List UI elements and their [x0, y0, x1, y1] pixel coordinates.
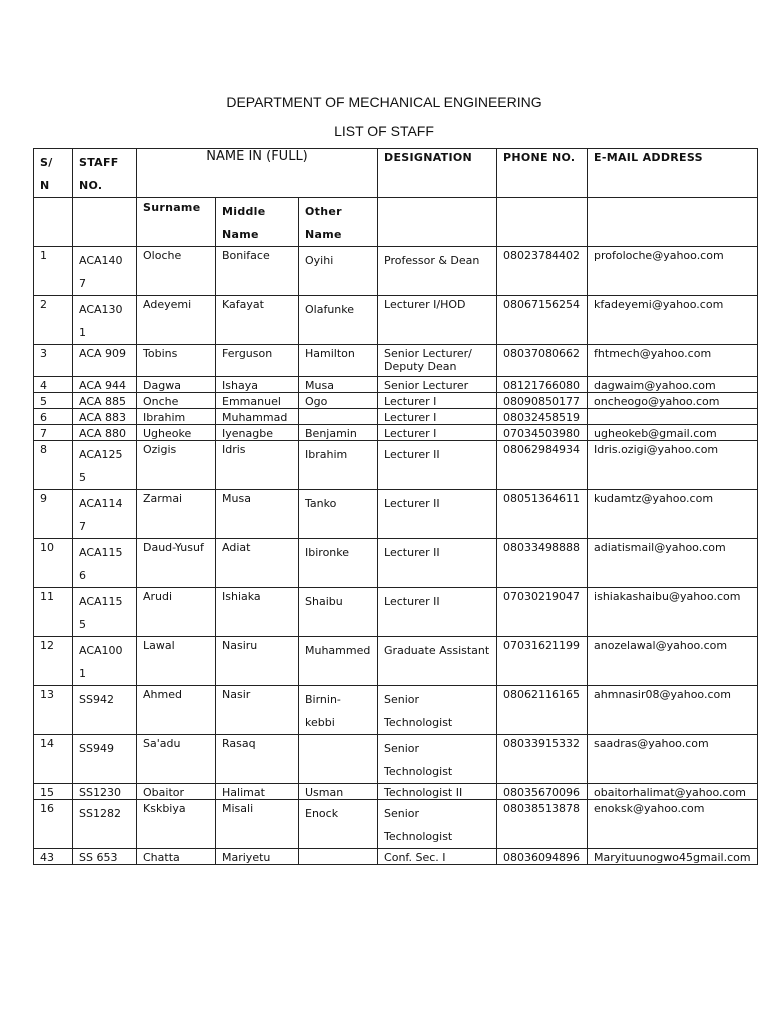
- header-sn: S/ N: [34, 149, 73, 198]
- cell-middle-name: Halimat: [216, 784, 299, 800]
- cell-sn: 4: [34, 377, 73, 393]
- cell-surname: Ahmed: [137, 686, 216, 735]
- cell-other-name: [299, 849, 378, 865]
- cell-designation: Lecturer I/HOD: [378, 296, 497, 345]
- cell-sn: 15: [34, 784, 73, 800]
- cell-other-name: Olafunke: [299, 296, 378, 345]
- subheader-empty: [378, 198, 497, 247]
- cell-phone: 08023784402: [497, 247, 588, 296]
- cell-designation: Senior Technologist: [378, 800, 497, 849]
- cell-phone: 08051364611: [497, 490, 588, 539]
- cell-surname: Sa'adu: [137, 735, 216, 784]
- cell-staff-no: SS1230: [73, 784, 137, 800]
- cell-designation: Graduate Assistant: [378, 637, 497, 686]
- table-row: [34, 425, 758, 441]
- cell-staff-no: SS1282: [73, 800, 137, 849]
- cell-designation: Senior Lecturer: [378, 377, 497, 393]
- cell-sn: 1: [34, 247, 73, 296]
- cell-sn: 13: [34, 686, 73, 735]
- cell-staff-no: SS942: [73, 686, 137, 735]
- cell-email: fhtmech@yahoo.com: [588, 345, 758, 377]
- header-name: NAME IN (FULL): [137, 149, 378, 198]
- cell-other-name: Muhammed: [299, 637, 378, 686]
- cell-sn: 9: [34, 490, 73, 539]
- cell-other-name: [299, 409, 378, 425]
- cell-surname: Arudi: [137, 588, 216, 637]
- cell-middle-name: Ishaya: [216, 377, 299, 393]
- cell-surname: Daud-Yusuf: [137, 539, 216, 588]
- cell-email: enoksk@yahoo.com: [588, 800, 758, 849]
- cell-email: anozelawal@yahoo.com: [588, 637, 758, 686]
- header-phone: PHONE NO.: [497, 149, 588, 198]
- table-row: [34, 800, 758, 849]
- document-subtitle: LIST OF STAFF: [334, 123, 434, 139]
- cell-phone: 08121766080: [497, 377, 588, 393]
- cell-designation: Lecturer II: [378, 539, 497, 588]
- cell-staff-no: SS949: [73, 735, 137, 784]
- cell-other-name: Musa: [299, 377, 378, 393]
- table-row: [34, 849, 758, 865]
- cell-surname: Obaitor: [137, 784, 216, 800]
- cell-sn: 43: [34, 849, 73, 865]
- cell-email: profoloche@yahoo.com: [588, 247, 758, 296]
- cell-designation: Lecturer I: [378, 425, 497, 441]
- cell-phone: 08036094896: [497, 849, 588, 865]
- table-row: [34, 345, 758, 377]
- cell-phone: 08038513878: [497, 800, 588, 849]
- cell-email: Idris.ozigi@yahoo.com: [588, 441, 758, 490]
- table-row: [34, 588, 758, 637]
- subheader-empty: [34, 198, 73, 247]
- cell-phone: 07031621199: [497, 637, 588, 686]
- cell-surname: Ibrahim: [137, 409, 216, 425]
- cell-sn: 10: [34, 539, 73, 588]
- table-row: [34, 377, 758, 393]
- cell-staff-no: ACA 885: [73, 393, 137, 409]
- document-title: DEPARTMENT OF MECHANICAL ENGINEERING: [226, 94, 542, 110]
- cell-middle-name: Rasaq: [216, 735, 299, 784]
- cell-phone: 08062116165: [497, 686, 588, 735]
- header-other-name: Other Name: [299, 198, 378, 247]
- cell-other-name: Benjamin: [299, 425, 378, 441]
- cell-designation: Lecturer II: [378, 490, 497, 539]
- cell-other-name: Oyihi: [299, 247, 378, 296]
- cell-staff-no: ACA140 7: [73, 247, 137, 296]
- cell-sn: 12: [34, 637, 73, 686]
- cell-sn: 7: [34, 425, 73, 441]
- cell-staff-no: ACA114 7: [73, 490, 137, 539]
- cell-designation: Technologist II: [378, 784, 497, 800]
- cell-middle-name: Muhammad: [216, 409, 299, 425]
- cell-phone: 08033915332: [497, 735, 588, 784]
- table-row: [34, 296, 758, 345]
- table-row: [34, 735, 758, 784]
- cell-designation: Senior Lecturer/ Deputy Dean: [378, 345, 497, 377]
- cell-middle-name: Kafayat: [216, 296, 299, 345]
- cell-other-name: [299, 735, 378, 784]
- cell-designation: Lecturer I: [378, 409, 497, 425]
- cell-sn: 11: [34, 588, 73, 637]
- table-row: [34, 686, 758, 735]
- cell-surname: Kskbiya: [137, 800, 216, 849]
- cell-sn: 2: [34, 296, 73, 345]
- cell-email: ishiakashaibu@yahoo.com: [588, 588, 758, 637]
- header-middle-name: Middle Name: [216, 198, 299, 247]
- cell-phone: 08067156254: [497, 296, 588, 345]
- cell-phone: 08062984934: [497, 441, 588, 490]
- cell-other-name: Enock: [299, 800, 378, 849]
- cell-other-name: Ibrahim: [299, 441, 378, 490]
- cell-other-name: Birnin- kebbi: [299, 686, 378, 735]
- cell-middle-name: Idris: [216, 441, 299, 490]
- table-row: [34, 441, 758, 490]
- cell-sn: 14: [34, 735, 73, 784]
- cell-surname: Ugheoke: [137, 425, 216, 441]
- cell-staff-no: ACA100 1: [73, 637, 137, 686]
- cell-middle-name: Boniface: [216, 247, 299, 296]
- subheader-empty: [73, 198, 137, 247]
- cell-middle-name: Mariyetu: [216, 849, 299, 865]
- cell-middle-name: Iyenagbe: [216, 425, 299, 441]
- cell-email: obaitorhalimat@yahoo.com: [588, 784, 758, 800]
- cell-middle-name: Nasir: [216, 686, 299, 735]
- cell-phone: 07030219047: [497, 588, 588, 637]
- cell-email: oncheogo@yahoo.com: [588, 393, 758, 409]
- table-row: [34, 784, 758, 800]
- table-row: [34, 539, 758, 588]
- cell-other-name: Usman: [299, 784, 378, 800]
- cell-sn: 5: [34, 393, 73, 409]
- cell-middle-name: Adiat: [216, 539, 299, 588]
- header-designation: DESIGNATION: [378, 149, 497, 198]
- subheader-empty: [588, 198, 758, 247]
- cell-staff-no: ACA130 1: [73, 296, 137, 345]
- table-row: [34, 247, 758, 296]
- cell-email: adiatismail@yahoo.com: [588, 539, 758, 588]
- cell-phone: 07034503980: [497, 425, 588, 441]
- cell-staff-no: ACA115 5: [73, 588, 137, 637]
- cell-sn: 16: [34, 800, 73, 849]
- cell-surname: Ozigis: [137, 441, 216, 490]
- cell-middle-name: Ishiaka: [216, 588, 299, 637]
- table-row: [34, 409, 758, 425]
- cell-phone: 08033498888: [497, 539, 588, 588]
- cell-designation: Lecturer II: [378, 441, 497, 490]
- cell-phone: 08035670096: [497, 784, 588, 800]
- cell-surname: Onche: [137, 393, 216, 409]
- cell-middle-name: Musa: [216, 490, 299, 539]
- cell-email: [588, 409, 758, 425]
- cell-other-name: Shaibu: [299, 588, 378, 637]
- header-staff-no: STAFF NO.: [73, 149, 137, 198]
- subheader-empty: [497, 198, 588, 247]
- cell-surname: Oloche: [137, 247, 216, 296]
- cell-email: saadras@yahoo.com: [588, 735, 758, 784]
- cell-sn: 3: [34, 345, 73, 377]
- cell-middle-name: Misali: [216, 800, 299, 849]
- cell-designation: Conf. Sec. I: [378, 849, 497, 865]
- cell-staff-no: SS 653: [73, 849, 137, 865]
- cell-staff-no: ACA125 5: [73, 441, 137, 490]
- cell-email: dagwaim@yahoo.com: [588, 377, 758, 393]
- cell-phone: 08032458519: [497, 409, 588, 425]
- cell-middle-name: Nasiru: [216, 637, 299, 686]
- cell-other-name: Ibironke: [299, 539, 378, 588]
- cell-designation: Lecturer I: [378, 393, 497, 409]
- table-row: [34, 490, 758, 539]
- cell-sn: 8: [34, 441, 73, 490]
- cell-other-name: Ogo: [299, 393, 378, 409]
- cell-middle-name: Ferguson: [216, 345, 299, 377]
- cell-surname: Tobins: [137, 345, 216, 377]
- staff-table: [33, 148, 758, 865]
- cell-staff-no: ACA115 6: [73, 539, 137, 588]
- cell-email: Maryituunogwo45gmail.com: [588, 849, 758, 865]
- cell-phone: 08090850177: [497, 393, 588, 409]
- cell-staff-no: ACA 909: [73, 345, 137, 377]
- cell-designation: Senior Technologist: [378, 735, 497, 784]
- cell-surname: Zarmai: [137, 490, 216, 539]
- cell-staff-no: ACA 883: [73, 409, 137, 425]
- table-row: [34, 637, 758, 686]
- cell-email: kfadeyemi@yahoo.com: [588, 296, 758, 345]
- cell-designation: Lecturer II: [378, 588, 497, 637]
- cell-staff-no: ACA 944: [73, 377, 137, 393]
- cell-designation: Senior Technologist: [378, 686, 497, 735]
- table-row: [34, 393, 758, 409]
- cell-other-name: Hamilton: [299, 345, 378, 377]
- cell-surname: Dagwa: [137, 377, 216, 393]
- cell-middle-name: Emmanuel: [216, 393, 299, 409]
- cell-surname: Lawal: [137, 637, 216, 686]
- header-surname: Surname: [137, 198, 216, 247]
- cell-email: ahmnasir08@yahoo.com: [588, 686, 758, 735]
- cell-staff-no: ACA 880: [73, 425, 137, 441]
- cell-designation: Professor & Dean: [378, 247, 497, 296]
- cell-sn: 6: [34, 409, 73, 425]
- cell-surname: Adeyemi: [137, 296, 216, 345]
- cell-phone: 08037080662: [497, 345, 588, 377]
- cell-email: kudamtz@yahoo.com: [588, 490, 758, 539]
- header-email: E-MAIL ADDRESS: [588, 149, 758, 198]
- cell-other-name: Tanko: [299, 490, 378, 539]
- cell-surname: Chatta: [137, 849, 216, 865]
- cell-email: ugheokeb@gmail.com: [588, 425, 758, 441]
